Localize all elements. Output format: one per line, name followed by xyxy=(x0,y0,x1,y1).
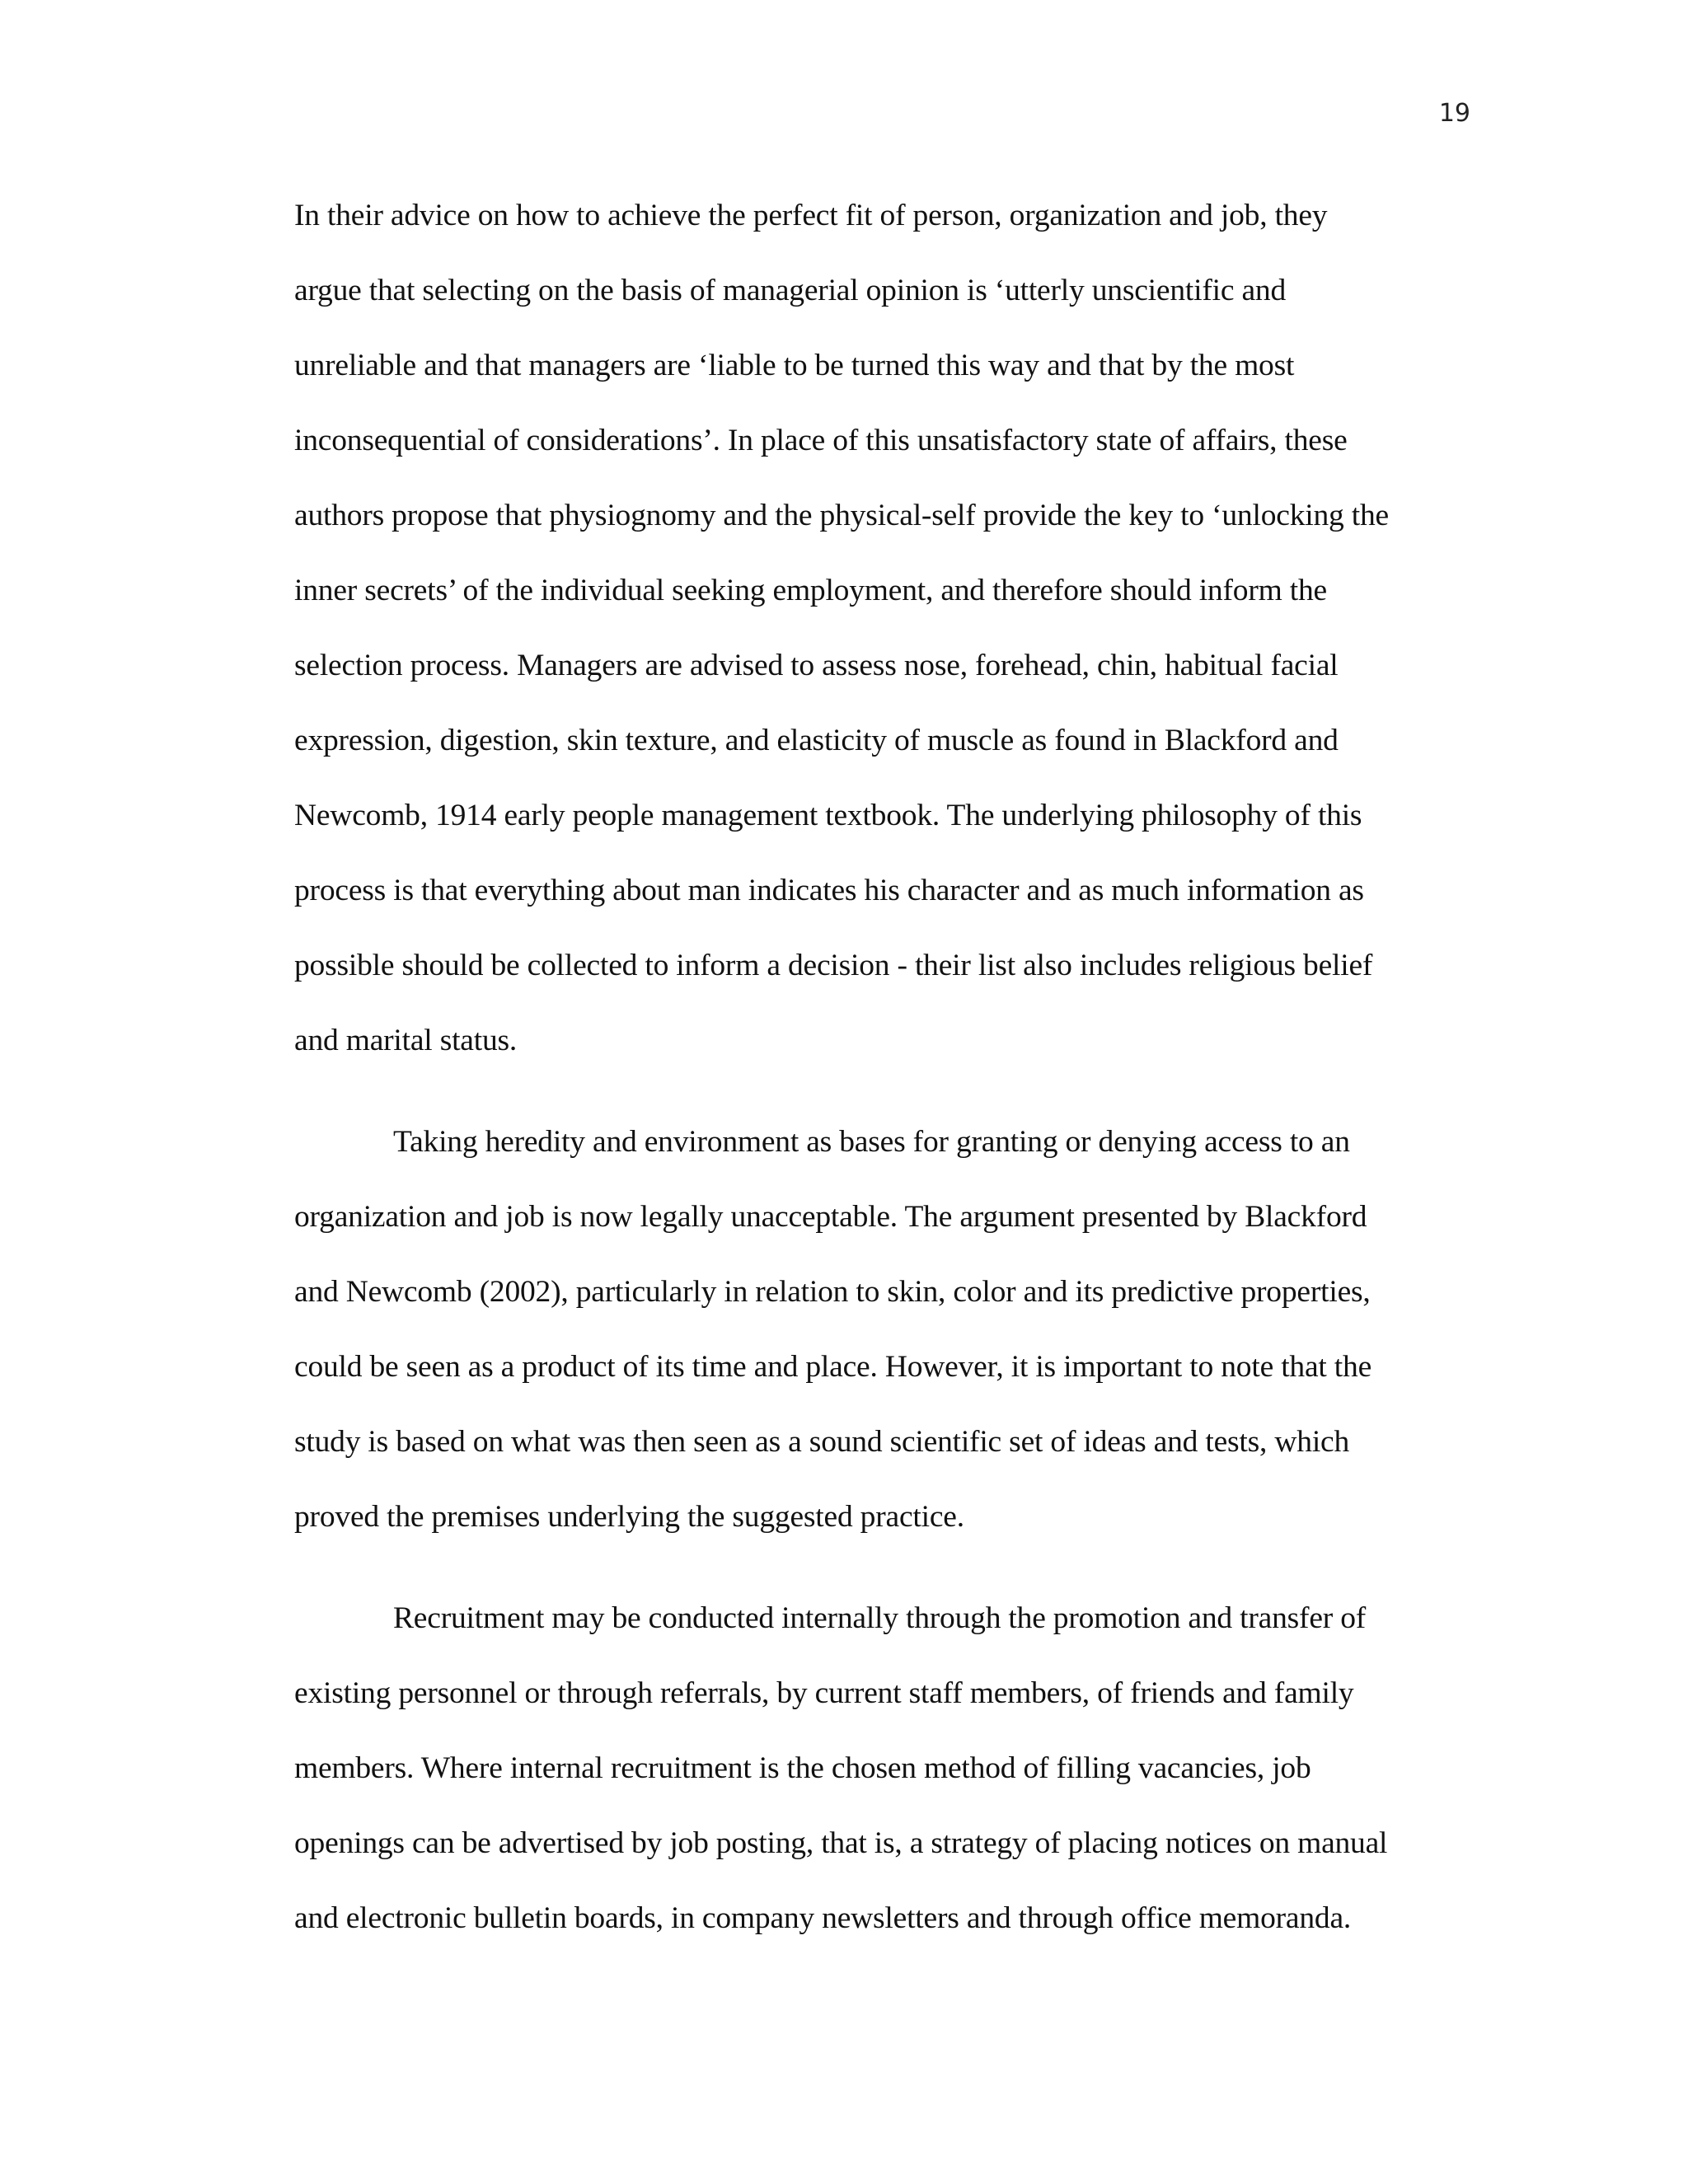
text-line: authors propose that physiognomy and the physical-self provide the key to ‘unlocking the xyxy=(294,499,1389,532)
text-line: unreliable and that managers are ‘liable to be turned this way and that by the most xyxy=(294,349,1295,382)
text-line: proved the premises underlying the suggested practice. xyxy=(294,1500,964,1534)
text-line: process is that everything about man indicates his character and as much information as xyxy=(294,874,1364,907)
paragraph xyxy=(294,191,1473,1091)
text-line: and Newcomb (2002), particularly in relation to skin, color and its predictive properties, xyxy=(294,1275,1371,1309)
text-line: openings can be advertised by job posting, that is, a strategy of placing notices on manual xyxy=(294,1826,1388,1860)
text-line: study is based on what was then seen as a sound scientific set of ideas and tests, which xyxy=(294,1425,1350,1459)
text-line: argue that selecting on the basis of managerial opinion is ‘utterly unscientific and xyxy=(294,274,1286,307)
text-line: expression, digestion, skin texture, and elasticity of muscle as found in Blackford and xyxy=(294,724,1339,757)
text-line: and marital status. xyxy=(294,1024,518,1057)
text-line: selection process. Managers are advised to assess nose, forehead, chin, habitual facial xyxy=(294,649,1339,682)
paragraph xyxy=(294,1594,1473,1969)
text-line: inner secrets’ of the individual seeking employment, and therefore should inform the xyxy=(294,574,1327,607)
text-line: could be seen as a product of its time and place. However, it is important to note that the xyxy=(294,1350,1372,1384)
text-line: In their advice on how to achieve the perfect fit of person, organization and job, they xyxy=(294,199,1328,232)
text-line: Recruitment may be conducted internally through the promotion and transfer of xyxy=(393,1601,1367,1635)
text-line: organization and job is now legally unacceptable. The argument presented by Blackford xyxy=(294,1200,1367,1234)
text-line: Taking heredity and environment as bases for granting or denying access to an xyxy=(393,1125,1350,1159)
page-number: 19 xyxy=(1438,99,1470,128)
paragraph-spacer xyxy=(294,1091,1473,1118)
paragraph-spacer xyxy=(294,1568,1473,1594)
text-line: inconsequential of considerations’. In place of this unsatisfactory state of affairs, these xyxy=(294,424,1348,457)
document-body xyxy=(294,191,1473,1969)
text-line: members. Where internal recruitment is the chosen method of filling vacancies, job xyxy=(294,1751,1311,1785)
text-line: existing personnel or through referrals, by current staff members, of friends and family xyxy=(294,1676,1354,1710)
text-line: Newcomb, 1914 early people management textbook. The underlying philosophy of this xyxy=(294,799,1362,832)
text-line: possible should be collected to inform a decision - their list also includes religious belief xyxy=(294,949,1373,982)
paragraph xyxy=(294,1118,1473,1568)
text-line: and electronic bulletin boards, in company newsletters and through office memoranda. xyxy=(294,1901,1352,1935)
